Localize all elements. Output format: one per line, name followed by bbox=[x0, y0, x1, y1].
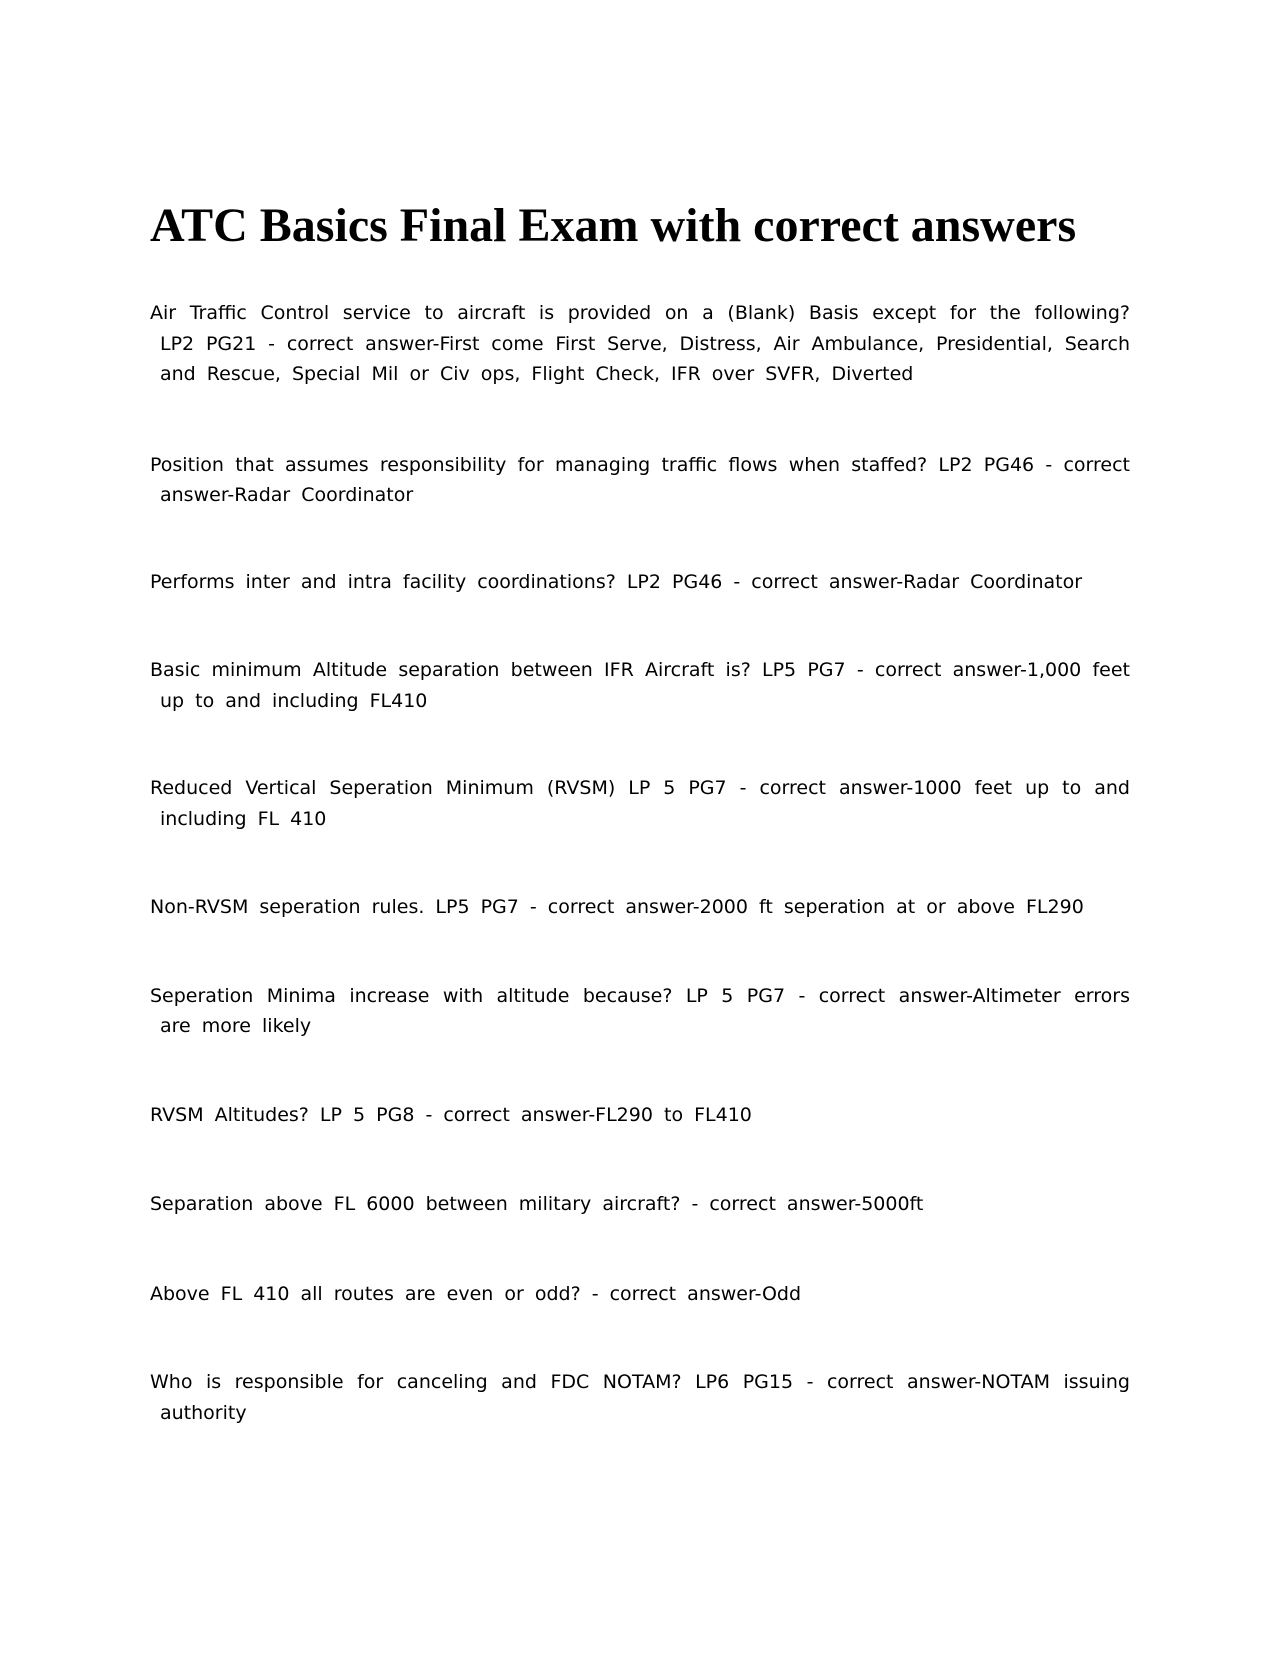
qa-item-8: RVSM Altitudes? LP 5 PG8 - correct answer-FL290 to FL410 bbox=[150, 1103, 752, 1126]
qa-item-1: Air Traffic Control service to aircraft is provided on a (Blank) Basis except for the following? LP2 PG21 - correct answer-First come First Serve, Distress, Air Ambulance, Presidential, Search and Rescue, Special Mil or Civ ops, Flight Check, IFR over SVFR, Diverted bbox=[150, 302, 1130, 385]
qa-item-4: Basic minimum Altitude separation between IFR Aircraft is? LP5 PG7 - correct answer-1,000 feet up to and including FL410 bbox=[150, 659, 1130, 712]
qa-item-3: Performs inter and intra facility coordinations? LP2 PG46 - correct answer-Radar Coordinator bbox=[150, 570, 1083, 593]
qa-list bbox=[150, 298, 1130, 1428]
qa-item-7: Seperation Minima increase with altitude because? LP 5 PG7 - correct answer-Altimeter errors are more likely bbox=[150, 984, 1130, 1037]
document-page bbox=[150, 196, 1130, 1428]
qa-item-11: Who is responsible for canceling and FDC NOTAM? LP6 PG15 - correct answer-NOTAM issuing authority bbox=[150, 1371, 1130, 1424]
qa-item-9: Separation above FL 6000 between military aircraft? - correct answer-5000ft bbox=[150, 1193, 924, 1215]
qa-item-5: Reduced Vertical Seperation Minimum (RVSM) LP 5 PG7 - correct answer-1000 feet up to and including FL 410 bbox=[150, 777, 1130, 830]
qa-item-10: Above FL 410 all routes are even or odd? - correct answer-Odd bbox=[150, 1282, 802, 1305]
document-title: ATC Basics Final Exam with correct answers bbox=[150, 199, 1077, 252]
qa-item-2: Position that assumes responsibility for managing traffic flows when staffed? LP2 PG46 - correct answer-Radar Coordinator bbox=[150, 453, 1130, 506]
qa-item-6: Non-RVSM seperation rules. LP5 PG7 - correct answer-2000 ft seperation at or above FL290 bbox=[150, 896, 1084, 918]
